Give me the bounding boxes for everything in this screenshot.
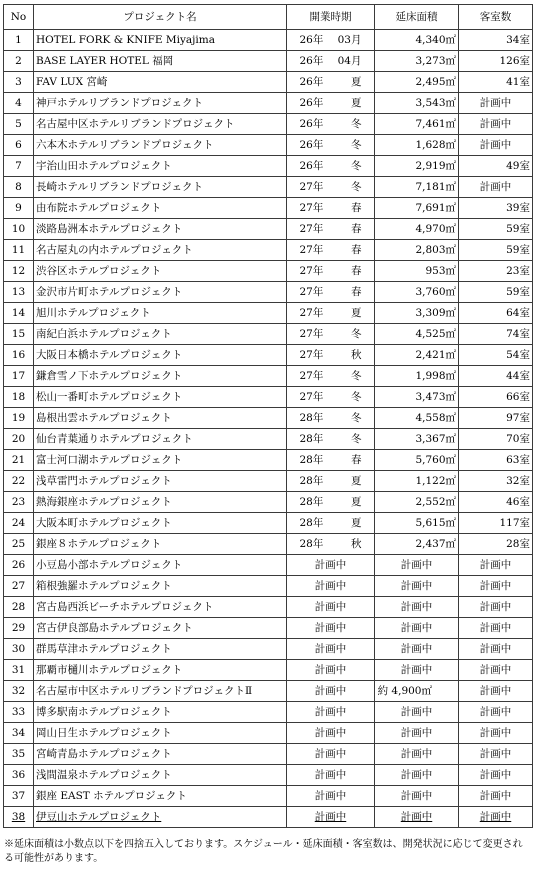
table-row — [4, 534, 533, 555]
opening-period: 春 — [351, 244, 362, 256]
row-number: 27 — [4, 576, 34, 597]
row-number: 1 — [4, 30, 34, 51]
floor-area: 4,340㎡ — [375, 30, 459, 51]
room-count: 計画中 — [459, 786, 533, 807]
floor-area: 3,473㎡ — [375, 387, 459, 408]
table-row — [4, 786, 533, 807]
opening-year: 27年 — [299, 349, 324, 361]
row-number: 7 — [4, 156, 34, 177]
project-name: 銀座 EAST ホテルプロジェクト — [34, 786, 287, 807]
table-row — [4, 513, 533, 534]
project-name: 岡山日生ホテルプロジェクト — [34, 723, 287, 744]
room-count: 59室 — [459, 240, 533, 261]
table-row — [4, 597, 533, 618]
project-name: 那覇市樋川ホテルプロジェクト — [34, 660, 287, 681]
project-name: 熱海銀座ホテルプロジェクト — [34, 492, 287, 513]
floor-area: 計画中 — [375, 660, 459, 681]
row-number: 28 — [4, 597, 34, 618]
opening-date — [287, 408, 375, 429]
project-name: 小豆島小部ホテルプロジェクト — [34, 555, 287, 576]
row-number: 15 — [4, 324, 34, 345]
opening-date — [287, 345, 375, 366]
floor-area: 2,437㎡ — [375, 534, 459, 555]
opening-date — [287, 324, 375, 345]
room-count: 計画中 — [459, 93, 533, 114]
opening-year: 28年 — [299, 475, 324, 487]
row-number: 5 — [4, 114, 34, 135]
opening-year: 26年 — [299, 55, 324, 67]
floor-area: 計画中 — [375, 723, 459, 744]
table-row — [4, 345, 533, 366]
opening-date — [287, 72, 375, 93]
row-number: 24 — [4, 513, 34, 534]
floor-area: 3,273㎡ — [375, 51, 459, 72]
room-count: 計画中 — [459, 765, 533, 786]
opening-date: 計画中 — [287, 765, 375, 786]
header-floor-area: 延床面積 — [375, 5, 459, 30]
opening-period: 夏 — [351, 496, 362, 508]
room-count: 計画中 — [459, 702, 533, 723]
opening-date — [287, 30, 375, 51]
floor-area: 5,760㎡ — [375, 450, 459, 471]
table-row — [4, 303, 533, 324]
opening-period: 冬 — [351, 181, 362, 193]
row-number: 36 — [4, 765, 34, 786]
room-count: 計画中 — [459, 723, 533, 744]
row-number: 16 — [4, 345, 34, 366]
project-name: 由布院ホテルプロジェクト — [34, 198, 287, 219]
floor-area: 4,558㎡ — [375, 408, 459, 429]
opening-date: 計画中 — [287, 681, 375, 702]
floor-area: 計画中 — [375, 765, 459, 786]
room-count: 計画中 — [459, 114, 533, 135]
project-name: 宮崎青島ホテルプロジェクト — [34, 744, 287, 765]
opening-date — [287, 471, 375, 492]
table-row — [4, 366, 533, 387]
room-count: 44室 — [459, 366, 533, 387]
room-count: 23室 — [459, 261, 533, 282]
project-name: 六本木ホテルリブランドプロジェクト — [34, 135, 287, 156]
room-count: 59室 — [459, 282, 533, 303]
floor-area: 953㎡ — [375, 261, 459, 282]
row-number: 14 — [4, 303, 34, 324]
row-number: 21 — [4, 450, 34, 471]
opening-date: 計画中 — [287, 786, 375, 807]
opening-date: 計画中 — [287, 744, 375, 765]
opening-period: 冬 — [351, 433, 362, 445]
project-name: 松山一番町ホテルプロジェクト — [34, 387, 287, 408]
floor-area: 4,525㎡ — [375, 324, 459, 345]
opening-date: 計画中 — [287, 702, 375, 723]
opening-date: 計画中 — [287, 597, 375, 618]
table-row — [4, 555, 533, 576]
opening-period: 春 — [351, 265, 362, 277]
table-row — [4, 135, 533, 156]
table-row — [4, 681, 533, 702]
room-count: 計画中 — [459, 660, 533, 681]
floor-area: 計画中 — [375, 576, 459, 597]
project-name: 旭川ホテルプロジェクト — [34, 303, 287, 324]
room-count: 計画中 — [459, 618, 533, 639]
opening-period: 04月 — [337, 55, 362, 67]
project-name: 淡路島洲本ホテルプロジェクト — [34, 219, 287, 240]
table-header-row — [4, 5, 533, 30]
opening-date — [287, 114, 375, 135]
opening-date — [287, 366, 375, 387]
opening-date — [287, 492, 375, 513]
table-row — [4, 576, 533, 597]
floor-area: 計画中 — [375, 555, 459, 576]
room-count: 計画中 — [459, 639, 533, 660]
project-name: 群馬草津ホテルプロジェクト — [34, 639, 287, 660]
opening-date — [287, 219, 375, 240]
table-row — [4, 93, 533, 114]
opening-period: 夏 — [351, 475, 362, 487]
project-name: 浅草雷門ホテルプロジェクト — [34, 471, 287, 492]
opening-period: 春 — [351, 202, 362, 214]
opening-year: 27年 — [299, 391, 324, 403]
room-count: 28室 — [459, 534, 533, 555]
opening-date — [287, 387, 375, 408]
row-number: 4 — [4, 93, 34, 114]
floor-area: 計画中 — [375, 597, 459, 618]
row-number: 10 — [4, 219, 34, 240]
opening-date — [287, 156, 375, 177]
opening-period: 春 — [351, 454, 362, 466]
row-number: 33 — [4, 702, 34, 723]
opening-year: 26年 — [299, 160, 324, 172]
row-number: 6 — [4, 135, 34, 156]
opening-year: 26年 — [299, 34, 324, 46]
room-count: 32室 — [459, 471, 533, 492]
row-number: 38 — [4, 807, 34, 828]
opening-date: 計画中 — [287, 618, 375, 639]
floor-area: 4,970㎡ — [375, 219, 459, 240]
floor-area: 3,367㎡ — [375, 429, 459, 450]
project-name: 銀座８ホテルプロジェクト — [34, 534, 287, 555]
floor-area: 計画中 — [375, 639, 459, 660]
room-count: 66室 — [459, 387, 533, 408]
table-row — [4, 450, 533, 471]
row-number: 3 — [4, 72, 34, 93]
room-count: 49室 — [459, 156, 533, 177]
opening-year: 26年 — [299, 118, 324, 130]
room-count: 計画中 — [459, 576, 533, 597]
opening-date — [287, 93, 375, 114]
table-row — [4, 723, 533, 744]
room-count: 計画中 — [459, 597, 533, 618]
floor-area: 計画中 — [375, 786, 459, 807]
table-row — [4, 177, 533, 198]
row-number: 9 — [4, 198, 34, 219]
opening-year: 28年 — [299, 496, 324, 508]
floor-area: 1,122㎡ — [375, 471, 459, 492]
row-number: 12 — [4, 261, 34, 282]
row-number: 17 — [4, 366, 34, 387]
opening-date — [287, 282, 375, 303]
opening-date — [287, 51, 375, 72]
opening-period: 秋 — [351, 349, 362, 361]
table-row — [4, 114, 533, 135]
table-row — [4, 72, 533, 93]
table-row — [4, 618, 533, 639]
row-number: 8 — [4, 177, 34, 198]
row-number: 19 — [4, 408, 34, 429]
opening-date — [287, 177, 375, 198]
opening-period: 冬 — [351, 391, 362, 403]
table-row — [4, 660, 533, 681]
room-count: 97室 — [459, 408, 533, 429]
opening-date — [287, 513, 375, 534]
row-number: 32 — [4, 681, 34, 702]
opening-year: 28年 — [299, 454, 324, 466]
table-row — [4, 198, 533, 219]
table-row — [4, 156, 533, 177]
opening-period: 冬 — [351, 370, 362, 382]
floor-area: 2,552㎡ — [375, 492, 459, 513]
row-number: 31 — [4, 660, 34, 681]
row-number: 22 — [4, 471, 34, 492]
project-name: 富士河口湖ホテルプロジェクト — [34, 450, 287, 471]
project-name: 渋谷区ホテルプロジェクト — [34, 261, 287, 282]
project-name: HOTEL FORK & KNIFE Miyajima — [34, 30, 287, 51]
opening-period: 冬 — [351, 412, 362, 424]
opening-year: 27年 — [299, 265, 324, 277]
opening-date: 計画中 — [287, 639, 375, 660]
room-count: 46室 — [459, 492, 533, 513]
table-row — [4, 471, 533, 492]
floor-area: 約 4,900㎡ — [375, 681, 459, 702]
room-count: 59室 — [459, 219, 533, 240]
room-count: 54室 — [459, 345, 533, 366]
opening-year: 26年 — [299, 76, 324, 88]
opening-period: 秋 — [351, 538, 362, 550]
row-number: 34 — [4, 723, 34, 744]
project-name: 神戸ホテルリブランドプロジェクト — [34, 93, 287, 114]
opening-year: 28年 — [299, 412, 324, 424]
room-count: 64室 — [459, 303, 533, 324]
project-name: 金沢市片町ホテルプロジェクト — [34, 282, 287, 303]
opening-year: 27年 — [299, 244, 324, 256]
opening-period: 冬 — [351, 328, 362, 340]
table-row — [4, 30, 533, 51]
row-number: 25 — [4, 534, 34, 555]
project-name: 宮古島西浜ビーチホテルプロジェクト — [34, 597, 287, 618]
opening-year: 27年 — [299, 370, 324, 382]
project-name: 長崎ホテルリブランドプロジェクト — [34, 177, 287, 198]
table-row — [4, 408, 533, 429]
opening-date — [287, 261, 375, 282]
floor-area: 計画中 — [375, 618, 459, 639]
opening-period: 春 — [351, 286, 362, 298]
project-table — [3, 4, 533, 828]
room-count: 計画中 — [459, 555, 533, 576]
opening-year: 26年 — [299, 97, 324, 109]
table-row — [4, 744, 533, 765]
project-name: 鎌倉雪ノ下ホテルプロジェクト — [34, 366, 287, 387]
opening-year: 28年 — [299, 517, 324, 529]
header-rooms: 客室数 — [459, 5, 533, 30]
opening-period: 夏 — [351, 517, 362, 529]
floor-area: 3,543㎡ — [375, 93, 459, 114]
row-number: 11 — [4, 240, 34, 261]
opening-year: 27年 — [299, 307, 324, 319]
header-project-name: プロジェクト名 — [34, 5, 287, 30]
floor-area: 7,181㎡ — [375, 177, 459, 198]
opening-period: 夏 — [351, 97, 362, 109]
opening-period: 夏 — [351, 307, 362, 319]
opening-period: 03月 — [337, 34, 362, 46]
project-name: 名古屋丸の内ホテルプロジェクト — [34, 240, 287, 261]
project-name: FAV LUX 宮崎 — [34, 72, 287, 93]
opening-year: 26年 — [299, 139, 324, 151]
opening-date: 計画中 — [287, 576, 375, 597]
header-opening: 開業時期 — [287, 5, 375, 30]
room-count: 126室 — [459, 51, 533, 72]
opening-date: 計画中 — [287, 807, 375, 828]
table-row — [4, 387, 533, 408]
opening-period: 春 — [351, 223, 362, 235]
floor-area: 3,309㎡ — [375, 303, 459, 324]
opening-period: 夏 — [351, 76, 362, 88]
row-number: 37 — [4, 786, 34, 807]
opening-year: 27年 — [299, 181, 324, 193]
floor-area: 計画中 — [375, 702, 459, 723]
opening-year: 27年 — [299, 286, 324, 298]
room-count: 117室 — [459, 513, 533, 534]
room-count: 計画中 — [459, 177, 533, 198]
project-name: 南紀白浜ホテルプロジェクト — [34, 324, 287, 345]
project-name: 浅間温泉ホテルプロジェクト — [34, 765, 287, 786]
project-name: 名古屋中区ホテルリブランドプロジェクト — [34, 114, 287, 135]
project-name: BASE LAYER HOTEL 福岡 — [34, 51, 287, 72]
table-row — [4, 639, 533, 660]
opening-date: 計画中 — [287, 723, 375, 744]
project-name: 博多駅南ホテルプロジェクト — [34, 702, 287, 723]
room-count: 計画中 — [459, 681, 533, 702]
opening-period: 冬 — [351, 118, 362, 130]
header-no: No — [4, 5, 34, 30]
table-row — [4, 324, 533, 345]
table-row — [4, 492, 533, 513]
table-row — [4, 807, 533, 828]
floor-area: 2,919㎡ — [375, 156, 459, 177]
row-number: 20 — [4, 429, 34, 450]
floor-area: 7,691㎡ — [375, 198, 459, 219]
project-name: 伊豆山ホテルプロジェクト — [34, 807, 287, 828]
project-name: 大阪日本橋ホテルプロジェクト — [34, 345, 287, 366]
opening-date — [287, 198, 375, 219]
opening-date — [287, 450, 375, 471]
room-count: 70室 — [459, 429, 533, 450]
floor-area: 2,495㎡ — [375, 72, 459, 93]
opening-year: 28年 — [299, 433, 324, 445]
row-number: 29 — [4, 618, 34, 639]
project-name: 仙台青葉通りホテルプロジェクト — [34, 429, 287, 450]
row-number: 13 — [4, 282, 34, 303]
room-count: 74室 — [459, 324, 533, 345]
opening-date — [287, 534, 375, 555]
opening-year: 27年 — [299, 202, 324, 214]
table-row — [4, 765, 533, 786]
project-name: 箱根強羅ホテルプロジェクト — [34, 576, 287, 597]
room-count: 計画中 — [459, 135, 533, 156]
floor-area: 計画中 — [375, 744, 459, 765]
project-name: 宮古伊良部島ホテルプロジェクト — [34, 618, 287, 639]
row-number: 26 — [4, 555, 34, 576]
opening-date — [287, 240, 375, 261]
opening-period: 冬 — [351, 139, 362, 151]
floor-area: 2,803㎡ — [375, 240, 459, 261]
project-name: 島根出雲ホテルプロジェクト — [34, 408, 287, 429]
opening-date — [287, 135, 375, 156]
room-count: 39室 — [459, 198, 533, 219]
room-count: 34室 — [459, 30, 533, 51]
floor-area: 2,421㎡ — [375, 345, 459, 366]
room-count: 計画中 — [459, 807, 533, 828]
opening-period: 冬 — [351, 160, 362, 172]
project-name: 宇治山田ホテルプロジェクト — [34, 156, 287, 177]
row-number: 18 — [4, 387, 34, 408]
row-number: 35 — [4, 744, 34, 765]
table-row — [4, 429, 533, 450]
opening-year: 27年 — [299, 223, 324, 235]
table-body — [4, 30, 533, 828]
project-name: 名古屋市中区ホテルリブランドプロジェクトⅡ — [34, 681, 287, 702]
floor-area: 1,998㎡ — [375, 366, 459, 387]
room-count: 41室 — [459, 72, 533, 93]
opening-year: 27年 — [299, 328, 324, 340]
opening-date — [287, 303, 375, 324]
row-number: 23 — [4, 492, 34, 513]
opening-date — [287, 429, 375, 450]
opening-date: 計画中 — [287, 660, 375, 681]
table-row — [4, 282, 533, 303]
floor-area: 7,461㎡ — [375, 114, 459, 135]
table-row — [4, 240, 533, 261]
floor-area: 計画中 — [375, 807, 459, 828]
opening-date: 計画中 — [287, 555, 375, 576]
floor-area: 3,760㎡ — [375, 282, 459, 303]
project-name: 大阪本町ホテルプロジェクト — [34, 513, 287, 534]
table-row — [4, 261, 533, 282]
floor-area: 5,615㎡ — [375, 513, 459, 534]
room-count: 計画中 — [459, 744, 533, 765]
row-number: 2 — [4, 51, 34, 72]
footnote: ※延床面積は小数点以下を四捨五入しております。スケジュール・延床面積・客室数は、開発状況に応じて変更される可能性があります。 — [4, 839, 523, 864]
opening-year: 28年 — [299, 538, 324, 550]
table-row — [4, 51, 533, 72]
table-row — [4, 219, 533, 240]
row-number: 30 — [4, 639, 34, 660]
room-count: 63室 — [459, 450, 533, 471]
table-row — [4, 702, 533, 723]
floor-area: 1,628㎡ — [375, 135, 459, 156]
